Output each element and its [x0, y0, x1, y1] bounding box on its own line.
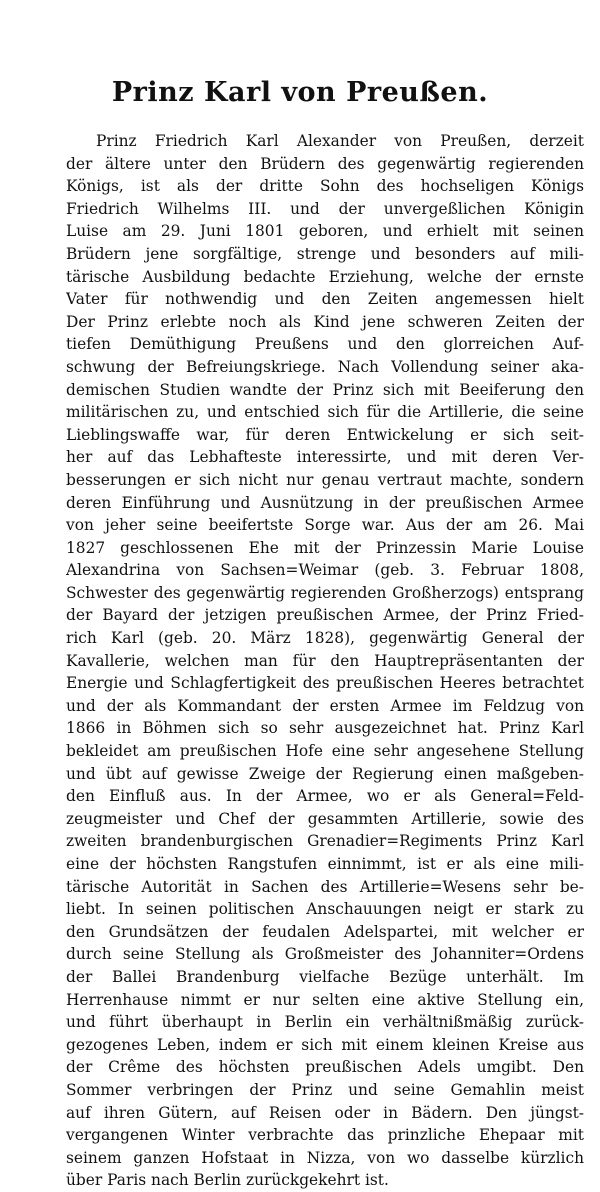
text-line: deren Einführung und Ausnützung in der preußischen Armee	[66, 493, 584, 512]
text-line: durch seine Stellung als Großmeister des Johanniter=Ordens	[66, 945, 584, 964]
text-line: über Paris nach Berlin zurückgekehrt ist.	[66, 1171, 389, 1190]
page-title: Prinz Karl von Preußen.	[111, 77, 489, 109]
text-line: seinem ganzen Hofstaat in Nizza, von wo dasselbe kürzlich	[66, 1148, 584, 1167]
text-line: her auf das Lebhafteste interessirte, und mit deren Ver-	[66, 448, 584, 467]
text-line: rich Karl (geb. 20. März 1828), gegenwärtig General der	[66, 629, 584, 648]
text-line: der Bayard der jetzigen preußischen Armee, der Prinz Fried-	[66, 606, 584, 625]
text-line: militärischen zu, und entschied sich für die Artillerie, die seine	[66, 403, 584, 422]
text-line: eine der höchsten Rangstufen einnimmt, ist er als eine mili-	[66, 855, 584, 873]
text-line: Lieblingswaffe war, für deren Entwickelung er sich seit-	[66, 425, 584, 444]
text-line: den Einfluß aus. In der Armee, wo er als General=Feld-	[66, 787, 584, 806]
text-line: zweiten brandenburgischen Grenadier=Regiments Prinz Karl	[66, 832, 584, 851]
text-line: und der als Kommandant der ersten Armee im Feldzug von	[66, 696, 584, 715]
article-body	[66, 130, 584, 1192]
text-line: demischen Studien wandte der Prinz sich mit Beeiferung den	[66, 380, 584, 399]
text-line: Alexandrina von Sachsen=Weimar (geb. 3. Februar 1808,	[66, 561, 584, 580]
text-line: und führt überhaupt in Berlin ein verhältnißmäßig zurück-	[66, 1013, 584, 1032]
text-line: Königs, ist als der dritte Sohn des hochseligen Königs	[66, 177, 584, 196]
text-line: Kavallerie, welchen man für den Hauptrepräsentanten der	[66, 651, 584, 670]
text-line: Energie und Schlagfertigkeit des preußischen Heeres betrachtet	[66, 674, 584, 693]
text-line: liebt. In seinen politischen Anschauungen neigt er stark zu	[66, 900, 584, 919]
text-line: 1866 in Böhmen sich so sehr ausgezeichnet hat. Prinz Karl	[66, 719, 584, 738]
text-line: der ältere unter den Brüdern des gegenwärtig regierenden	[66, 154, 584, 173]
text-line: gezogenes Leben, indem er sich mit einem kleinen Kreise aus	[66, 1035, 584, 1054]
text-line: bekleidet am preußischen Hofe eine sehr angesehene Stellung	[66, 742, 584, 761]
text-line: Vater für nothwendig und den Zeiten angemessen hielt	[66, 290, 584, 309]
text-line: vergangenen Winter verbrachte das prinzliche Ehepaar mit	[66, 1126, 584, 1145]
text-line: Brüdern jene sorgfältige, strenge und besonders auf mili-	[66, 244, 584, 263]
text-line: Der Prinz erlebte noch als Kind jene schweren Zeiten der	[66, 312, 584, 331]
text-line: Prinz Friedrich Karl Alexander von Preußen, derzeit	[96, 132, 584, 150]
text-line: Schwester des gegenwärtig regierenden Großherzogs) entsprang	[66, 583, 584, 602]
text-line: und übt auf gewisse Zweige der Regierung einen maßgeben-	[66, 764, 584, 783]
text-line: Friedrich Wilhelms III. und der unvergeßlichen Königin	[66, 199, 584, 218]
text-line: tärische Autorität in Sachen des Artillerie=Wesens sehr be-	[66, 877, 584, 896]
text-line: Sommer verbringen der Prinz und seine Gemahlin meist	[66, 1080, 584, 1099]
text-line: auf ihren Gütern, auf Reisen oder in Bädern. Den jüngst-	[66, 1103, 584, 1122]
text-line: den Grundsätzen der feudalen Adelspartei, mit welcher er	[66, 922, 584, 941]
text-line: Luise am 29. Juni 1801 geboren, und erhielt mit seinen	[66, 222, 584, 241]
text-line: der Ballei Brandenburg vielfache Bezüge unterhält. Im	[66, 967, 584, 986]
text-line: tärische Ausbildung bedachte Erziehung, welche der ernste	[66, 267, 584, 286]
text-line: besserungen er sich nicht nur genau vertraut machte, sondern	[66, 470, 584, 489]
text-line: Herrenhause nimmt er nur selten eine aktive Stellung ein,	[66, 990, 584, 1009]
text-line: von jeher seine beeifertste Sorge war. Aus der am 26. Mai	[66, 516, 584, 535]
text-line: schwung der Befreiungskriege. Nach Vollendung seiner aka-	[66, 357, 584, 376]
text-line: 1827 geschlossenen Ehe mit der Prinzessin Marie Louise	[66, 538, 584, 557]
text-line: tiefen Demüthigung Preußens und den glorreichen Auf-	[66, 335, 584, 354]
text-line: zeugmeister und Chef der gesammten Artillerie, sowie des	[66, 809, 584, 828]
text-line: der Crême des höchsten preußischen Adels umgibt. Den	[66, 1058, 584, 1077]
